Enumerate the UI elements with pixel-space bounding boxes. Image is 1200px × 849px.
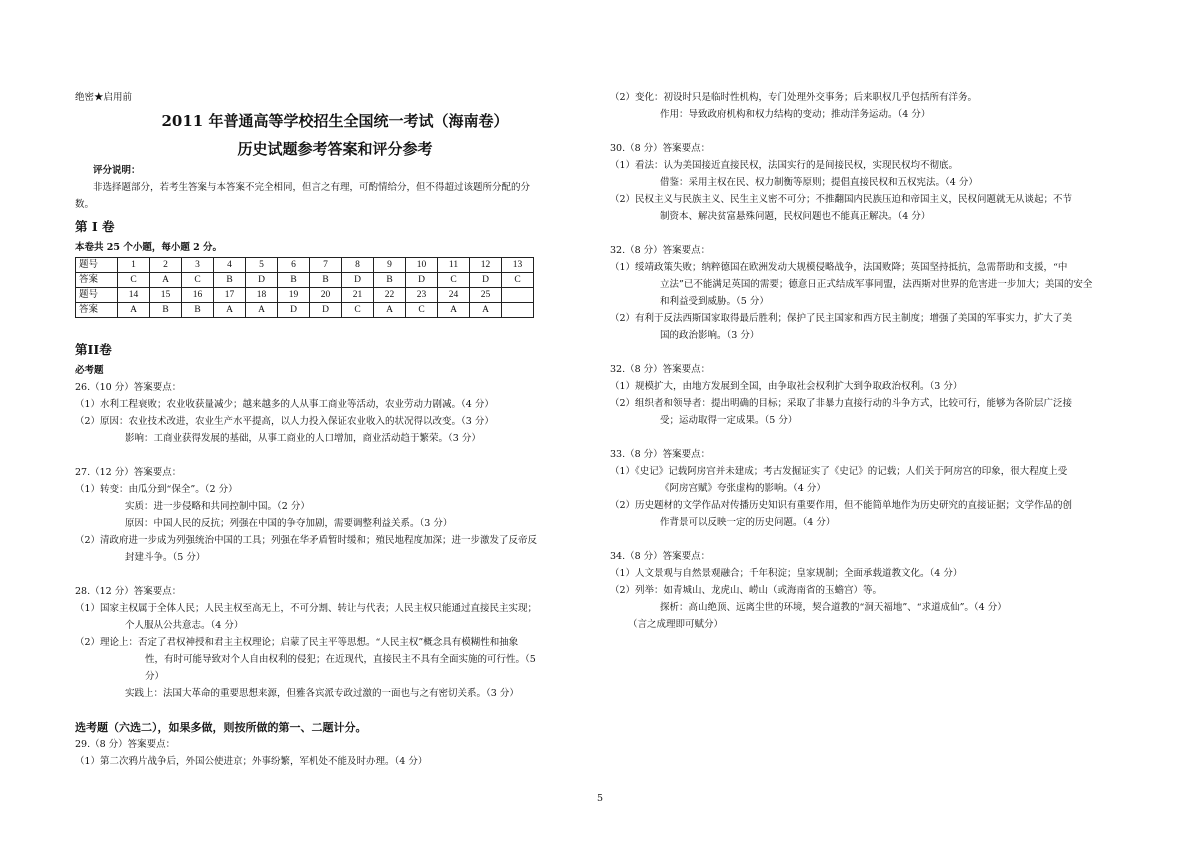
answer-line: 作用：导致政府机构和权力结构的变动；推动洋务运动。（4 分） [660, 109, 931, 120]
question-head: 34.（8 分）答案要点： [610, 551, 711, 562]
question-number: 19 [278, 288, 310, 303]
question-33 [610, 446, 1135, 531]
question-number: 4 [214, 258, 246, 273]
answer-line: （2）清政府进一步成为列强统治中国的工具；列强在华矛盾暂时缓和；殖民地程度加深；进一步激发了反帝反 [75, 535, 538, 546]
answer-line: （2）组织者和领导者：提出明确的目标；采取了非暴力直接行动的斗争方式，比较可行，能够为各阶层广泛接 [610, 398, 1073, 409]
table-row [76, 273, 534, 288]
question-head: 30.（8 分）答案要点： [610, 143, 711, 154]
answer-cell: A [438, 303, 470, 318]
answer-cell: A [470, 303, 502, 318]
question-number: 18 [246, 288, 278, 303]
answer-line: （1）水利工程衰败；农业收获量减少；越来越多的人从事工商业等活动，农业劳动力剧减。（4 分） [75, 399, 494, 410]
answer-line: 影响：工商业获得发展的基础，从事工商业的人口增加，商业活动趋于繁荣。（3 分） [125, 433, 481, 444]
answer-line: （1）看法：认为美国接近直接民权，法国实行的是间接民权，实现民权均不彻底。 [610, 160, 959, 171]
answer-line: （1）《史记》记载阿房宫并未建成；考古发掘证实了《史记》的记载；人们关于阿房宫的印象，很大程度上受 [610, 466, 1068, 477]
question-28 [75, 583, 595, 702]
row-label: 答案 [76, 303, 118, 318]
answer-line: 性，有时可能导致对个人自由权利的侵犯；在近现代，直接民主不具有全面实施的可行性。（5 [145, 654, 536, 665]
part2-title: 第II卷 [75, 342, 112, 357]
left-column [75, 89, 595, 770]
answer-cell: D [278, 303, 310, 318]
answer-cell: D [406, 273, 438, 288]
answer-cell: D [470, 273, 502, 288]
question-29-continued [610, 89, 1135, 123]
answer-cell: B [278, 273, 310, 288]
answer-line: 原因：中国人民的反抗；列强在中国的争夺加剧，需要调整利益关系。（3 分） [125, 518, 453, 529]
answer-line: 国的政治影响。（3 分） [660, 330, 760, 341]
question-number: 9 [374, 258, 406, 273]
question-head: 26.（10 分）答案要点： [75, 382, 182, 393]
question-number: 12 [470, 258, 502, 273]
question-26 [75, 379, 595, 447]
table-row [76, 288, 534, 303]
part1-title: 第 I 卷 [75, 219, 115, 234]
answer-line: 作背景可以反映一定的历史问题。（4 分） [660, 517, 836, 528]
question-number: 7 [310, 258, 342, 273]
answer-line: 受；运动取得一定成果。（5 分） [660, 415, 798, 426]
question-27 [75, 464, 595, 566]
question-number: 22 [374, 288, 406, 303]
answer-cell: C [406, 303, 438, 318]
answer-line: （言之成理即可赋分） [628, 619, 724, 630]
answer-line: （2）理论上：否定了君权神授和君主主权理论；启蒙了民主平等思想。“人民主权”概念具有模糊性和抽象 [75, 637, 519, 648]
answer-line: （1）国家主权属于全体人民；人民主权至高无上，不可分割、转让与代表；人民主权只能通过直接民主实现； [75, 603, 538, 614]
answer-cell: A [214, 303, 246, 318]
question-head: 28.（12 分）答案要点： [75, 586, 182, 597]
question-head: 32.（8 分）答案要点： [610, 364, 711, 375]
answer-line: 封建斗争。（5 分） [125, 552, 206, 563]
row-label: 题号 [76, 258, 118, 273]
row-label: 题号 [76, 288, 118, 303]
answer-cell: C [342, 303, 374, 318]
answer-cell: D [342, 273, 374, 288]
question-number: 6 [278, 258, 310, 273]
question-number: 17 [214, 288, 246, 303]
question-head: 32.（8 分）答案要点： [610, 245, 711, 256]
scoring-note-2: 数。 [75, 199, 95, 210]
answer-cell: D [310, 303, 342, 318]
answer-cell: A [374, 303, 406, 318]
question-30 [610, 140, 1135, 225]
answer-cell: A [118, 303, 150, 318]
table-row [76, 303, 534, 318]
question-number: 13 [502, 258, 534, 273]
question-head: 27.（12 分）答案要点： [75, 467, 182, 478]
scoring-note-1: 非选择题部分，若考生答案与本答案不完全相同，但言之有理，可酌情给分，但不得超过该题所分配的分 [93, 182, 531, 193]
answer-line: （2）列举：如青城山、龙虎山、崂山（或海南省的玉蟾宫）等。 [610, 585, 883, 596]
answer-line: （2）民权主义与民族主义、民生主义密不可分；不推翻国内民族压迫和帝国主义，民权问题就无从谈起；不节 [610, 194, 1073, 205]
question-number: 21 [342, 288, 374, 303]
answer-line: （1）转变：由瓜分到“保全”。（2 分） [75, 484, 238, 495]
question-29 [75, 736, 595, 770]
answer-line: （1）第二次鸦片战争后，外国公使进京；外事纷繁，军机处不能及时办理。（4 分） [75, 756, 428, 767]
question-number: 24 [438, 288, 470, 303]
question-number: 23 [406, 288, 438, 303]
answer-line: 《阿房宫赋》夸张虚构的影响。（4 分） [660, 483, 826, 494]
question-number: 5 [246, 258, 278, 273]
answer-line: （2）历史题材的文学作品对传播历史知识有重要作用，但不能简单地作为历史研究的直接证据；文学作品的创 [610, 500, 1073, 511]
answer-line: （1）人文景观与自然景观融合；千年积淀；皇家规制；全面承载道教文化。（4 分） [610, 568, 963, 579]
answer-line: 借鉴：采用主权在民、权力制衡等原则；提倡直接民权和五权宪法。（4 分） [660, 177, 978, 188]
answer-line: 实践上：法国大革命的重要思想来源，但雅各宾派专政过激的一面也与之有密切关系。（3 分） [125, 688, 519, 699]
answer-cell: C [502, 273, 534, 288]
answer-line: 探析：高山绝顶、远离尘世的环境，契合道教的“洞天福地”、“求道成仙”。（4 分） [660, 602, 1007, 613]
table-row [76, 258, 534, 273]
question-number: 20 [310, 288, 342, 303]
answer-cell: C [118, 273, 150, 288]
answer-line: （2）变化：初设时只是临时性机构，专门处理外交事务；后来职权几乎包括所有洋务。 [610, 92, 978, 103]
answer-cell: C [438, 273, 470, 288]
right-column [610, 89, 1135, 633]
answer-cell: A [150, 273, 182, 288]
question-34 [610, 548, 1135, 633]
part1-desc: 本卷共 25 个小题，每小题 2 分。 [75, 242, 223, 253]
question-number: 15 [150, 288, 182, 303]
question-number: 8 [342, 258, 374, 273]
answer-line: （1）规模扩大，由地方发展到全国，由争取社会权利扩大到争取政治权利。（3 分） [610, 381, 963, 392]
question-number: 1 [118, 258, 150, 273]
answer-line: 和利益受到威胁。（5 分） [660, 296, 769, 307]
answer-cell: D [246, 273, 278, 288]
answer-line: 分） [145, 671, 165, 682]
elective-heading: 选考题（六选二），如果多做，则按所做的第一、二题计分。 [75, 721, 367, 734]
question-number: 3 [182, 258, 214, 273]
answer-line: 实质：进一步侵略和共同控制中国。（2 分） [125, 501, 310, 512]
answer-line: 个人服从公共意志。（4 分） [125, 620, 244, 631]
question-31 [610, 242, 1135, 344]
question-32 [610, 361, 1135, 429]
question-number: 2 [150, 258, 182, 273]
page-number: 5 [596, 793, 604, 804]
answer-line: （1）绥靖政策失败；纳粹德国在欧洲发动大规模侵略战争，法国败降；英国坚持抵抗，急需帮助和支援，“中 [610, 262, 1068, 273]
question-number: 11 [438, 258, 470, 273]
question-head: 29.（8 分）答案要点： [75, 739, 176, 750]
answer-cell: B [214, 273, 246, 288]
answer-line: （2）原因：农业技术改进，农业生产水平提高，以人力投入保证农业收入的状况得以改变。（3 分） [75, 416, 494, 427]
exam-subtitle: 历史试题参考答案和评分参考 [237, 140, 433, 158]
answer-cell: A [246, 303, 278, 318]
empty-cell [502, 288, 534, 303]
answer-cell: B [374, 273, 406, 288]
answer-cell: B [310, 273, 342, 288]
row-label: 答案 [76, 273, 118, 288]
required-heading: 必考题 [75, 365, 104, 376]
answer-cell: B [150, 303, 182, 318]
answer-line: 立法”已不能满足英国的需要；德意日正式结成军事同盟，法西斯对世界的危害进一步加大；美国的安全 [660, 279, 1093, 290]
empty-cell [502, 303, 534, 318]
answer-table [75, 257, 534, 318]
answer-cell: C [182, 273, 214, 288]
question-number: 25 [470, 288, 502, 303]
question-number: 14 [118, 288, 150, 303]
question-number: 10 [406, 258, 438, 273]
answer-line: 制资本、解决贫富悬殊问题，民权问题也不能真正解决。（4 分） [660, 211, 931, 222]
answer-cell: B [182, 303, 214, 318]
exam-title: 2011 年普通高等学校招生全国统一考试（海南卷） [161, 112, 509, 130]
question-head: 33.（8 分）答案要点： [610, 449, 711, 460]
confidential-mark: 绝密★启用前 [75, 92, 133, 103]
answer-line: （2）有利于反法西斯国家取得最后胜利；保护了民主国家和西方民主制度；增强了美国的军事实力，扩大了美 [610, 313, 1073, 324]
question-number: 16 [182, 288, 214, 303]
scoring-heading: 评分说明： [93, 165, 141, 176]
